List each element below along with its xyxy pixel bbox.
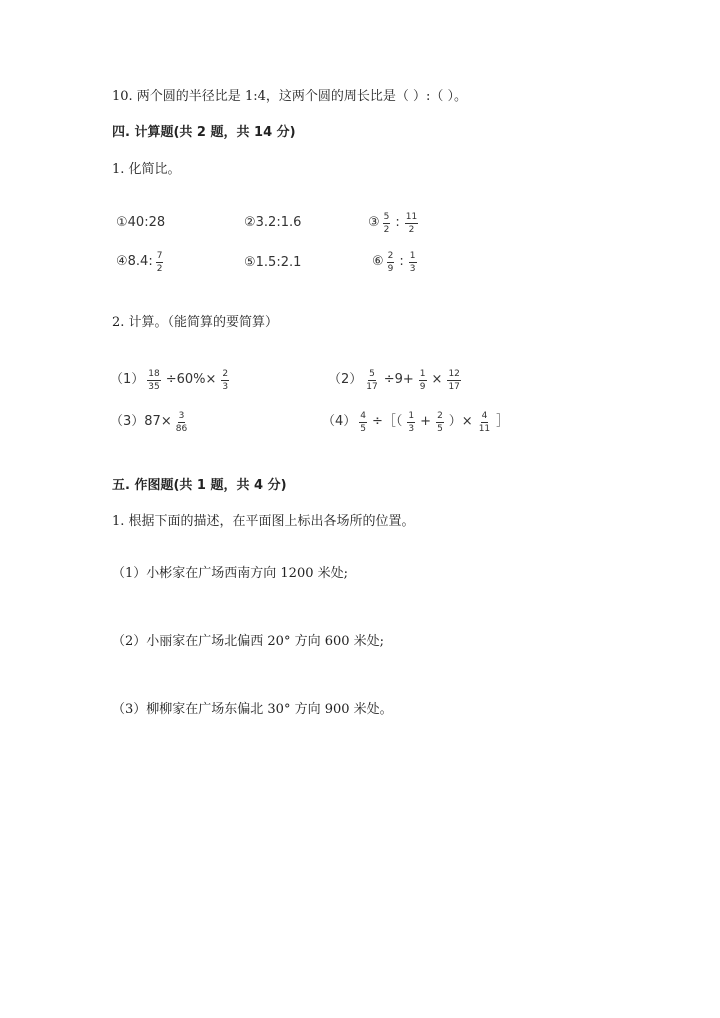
operator: ］ bbox=[496, 414, 510, 429]
section-4-heading: 四. 计算题(共 2 题，共 14 分) bbox=[112, 125, 296, 140]
operator: ÷60%× bbox=[165, 372, 217, 387]
ratio-item-1 bbox=[116, 214, 165, 232]
calc-expression: 87× bbox=[144, 414, 172, 429]
operator: ）× bbox=[448, 414, 473, 429]
fraction bbox=[365, 369, 378, 392]
denominator: 86 bbox=[175, 423, 188, 434]
fraction bbox=[387, 251, 395, 274]
fraction bbox=[175, 411, 188, 434]
numerator: 1 bbox=[408, 410, 415, 421]
drawing-item-1: （1）小彬家在广场西南方向 1200 米处; bbox=[112, 566, 348, 581]
fraction bbox=[383, 212, 391, 235]
fraction bbox=[147, 369, 160, 392]
numerator: 11 bbox=[405, 211, 418, 222]
operator: × bbox=[431, 372, 443, 387]
item-marker: ④ bbox=[116, 254, 128, 269]
calc-item-4 bbox=[322, 408, 511, 436]
ratio-colon: : bbox=[395, 215, 400, 230]
fraction bbox=[436, 411, 444, 434]
ratio-item-6 bbox=[372, 249, 420, 275]
numerator: 4 bbox=[360, 410, 367, 421]
fraction bbox=[405, 212, 418, 235]
denominator: 17 bbox=[448, 381, 460, 392]
calc-item-3 bbox=[110, 408, 191, 436]
item-label: （3） bbox=[110, 414, 145, 429]
denominator: 17 bbox=[366, 381, 378, 392]
denominator: 9 bbox=[387, 263, 394, 274]
item-label: （2） bbox=[328, 372, 363, 387]
calc-item-2 bbox=[328, 366, 464, 394]
fraction bbox=[221, 369, 229, 392]
fraction bbox=[478, 411, 491, 434]
numerator: 4 bbox=[481, 410, 488, 421]
item-label: （4） bbox=[322, 414, 357, 429]
numerator: 18 bbox=[148, 368, 160, 379]
fraction bbox=[447, 369, 460, 392]
item-marker: ⑥ bbox=[372, 254, 384, 269]
denominator: 3 bbox=[408, 423, 415, 434]
ratio-expression: 1.5:2.1 bbox=[255, 255, 302, 270]
ratio-item-3 bbox=[368, 210, 421, 236]
item-marker: ⑤ bbox=[244, 255, 256, 270]
calc-item-1 bbox=[110, 366, 232, 394]
denominator: 9 bbox=[419, 381, 426, 392]
operator: + bbox=[420, 414, 432, 429]
ratio-expression: 40:28 bbox=[127, 215, 166, 230]
operator: ÷［（ bbox=[372, 414, 403, 429]
numerator: 7 bbox=[156, 250, 163, 261]
ratio-expression: 3.2:1.6 bbox=[255, 215, 302, 230]
section-4-q1-prompt: 1. 化简比。 bbox=[112, 162, 181, 177]
operator: ÷9+ bbox=[383, 372, 414, 387]
item-marker: ① bbox=[116, 215, 128, 230]
denominator: 35 bbox=[148, 381, 160, 392]
fraction bbox=[407, 411, 415, 434]
item-marker: ③ bbox=[368, 215, 380, 230]
numerator: 1 bbox=[419, 368, 426, 379]
numerator: 3 bbox=[178, 410, 185, 421]
numerator: 2 bbox=[437, 410, 443, 421]
numerator: 2 bbox=[387, 250, 394, 261]
drawing-item-3: （3）柳柳家在广场东偏北 30° 方向 900 米处。 bbox=[112, 702, 393, 717]
denominator: 3 bbox=[222, 381, 229, 392]
numerator: 2 bbox=[222, 368, 229, 379]
fraction bbox=[359, 411, 367, 434]
item-marker: ② bbox=[244, 215, 256, 230]
item-label: （1） bbox=[110, 372, 145, 387]
numerator: 1 bbox=[409, 250, 416, 261]
denominator: 5 bbox=[360, 423, 367, 434]
numerator: 12 bbox=[448, 368, 460, 379]
section-5-q1-prompt: 1. 根据下面的描述，在平面图上标出各场所的位置。 bbox=[112, 514, 415, 529]
denominator: 2 bbox=[408, 224, 415, 235]
section-5-heading: 五. 作图题(共 1 题，共 4 分) bbox=[112, 478, 287, 493]
denominator: 11 bbox=[478, 423, 491, 434]
question-10-text: 10. 两个圆的半径比是 1:4，这两个圆的周长比是（ ）:（ ）。 bbox=[112, 89, 468, 104]
ratio-item-2 bbox=[244, 214, 301, 232]
fraction bbox=[409, 251, 417, 274]
denominator: 2 bbox=[156, 263, 163, 274]
section-4-q2-prompt: 2. 计算。（能简算的要简算） bbox=[112, 315, 279, 330]
numerator: 5 bbox=[369, 368, 375, 379]
denominator: 5 bbox=[437, 423, 443, 434]
drawing-item-2: （2）小丽家在广场北偏西 20° 方向 600 米处; bbox=[112, 634, 385, 649]
fraction bbox=[156, 251, 164, 274]
ratio-item-5 bbox=[244, 254, 301, 272]
fraction bbox=[419, 369, 427, 392]
ratio-colon: : bbox=[399, 254, 404, 269]
ratio-expression: 8.4: bbox=[127, 254, 153, 269]
ratio-item-4 bbox=[116, 249, 166, 275]
denominator: 2 bbox=[383, 224, 390, 235]
denominator: 3 bbox=[409, 263, 416, 274]
numerator: 5 bbox=[383, 211, 390, 222]
